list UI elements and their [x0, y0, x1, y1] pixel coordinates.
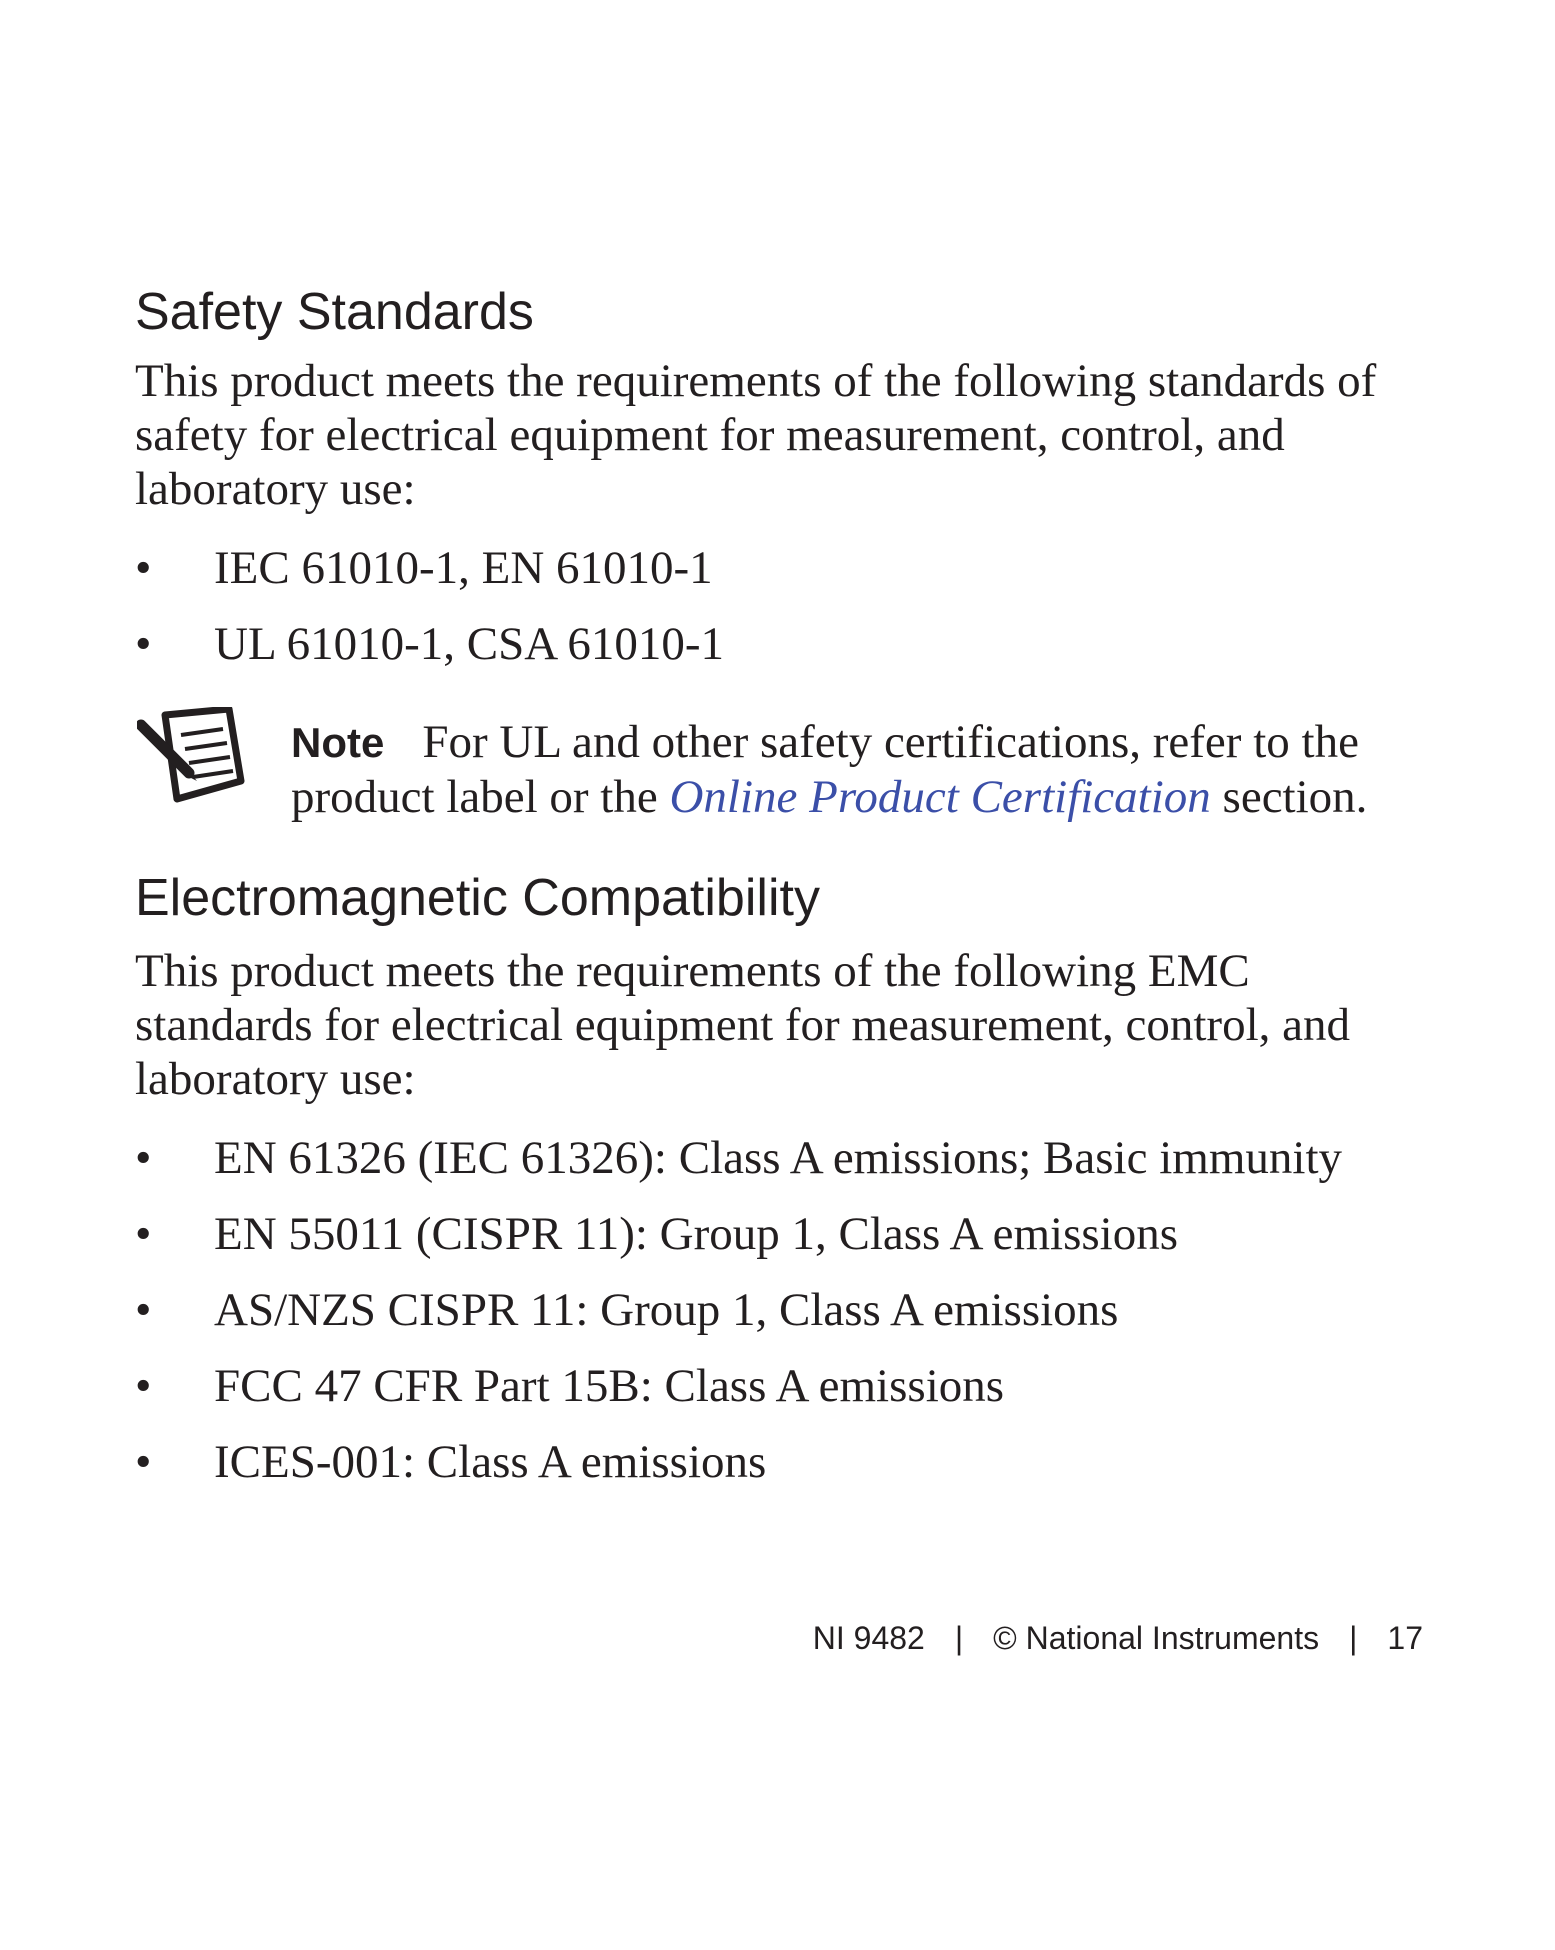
bullet-icon: •: [135, 618, 152, 670]
list-item-text: IEC 61010-1, EN 61010-1: [214, 542, 713, 594]
safety-standards-heading: Safety Standards: [135, 283, 534, 341]
emc-intro: This product meets the requirements of the following EMC standards for electrical equipment for measurement, control, and laboratory use:: [135, 945, 1351, 1105]
list-item-text: UL 61010-1, CSA 61010-1: [214, 618, 725, 670]
list-item: [135, 606, 1475, 682]
note-text-after: section.: [1210, 771, 1368, 823]
bullet-icon: •: [135, 1132, 152, 1184]
footer-copyright: © National Instruments: [993, 1620, 1320, 1656]
note-label: Note: [291, 719, 385, 766]
list-item: [135, 530, 1475, 606]
safety-standards-intro: This product meets the requirements of the following standards of safety for electrical equipment for measurement, control, and laboratory use:: [135, 355, 1377, 515]
online-product-certification-link[interactable]: Online Product Certification: [669, 771, 1211, 823]
bullet-icon: •: [135, 1436, 152, 1488]
list-item-text: EN 55011 (CISPR 11): Group 1, Class A emissions: [214, 1208, 1179, 1260]
list-item: [135, 1348, 1475, 1424]
list-item-text: AS/NZS CISPR 11: Group 1, Class A emissions: [214, 1284, 1119, 1336]
list-item: [135, 1196, 1475, 1272]
note-text: [291, 715, 1451, 824]
list-item: [135, 1120, 1475, 1196]
note-callout: [135, 707, 1465, 837]
safety-standards-list: [135, 530, 1475, 682]
bullet-icon: •: [135, 1360, 152, 1412]
note-text-before: For UL and other safety certifications, refer to the product label or the: [291, 716, 1359, 823]
emc-standards-list: [135, 1120, 1475, 1500]
list-item-text: EN 61326 (IEC 61326): Class A emissions; Basic immunity: [214, 1132, 1342, 1184]
electromagnetic-compatibility-heading: Electromagnetic Compatibility: [135, 869, 820, 927]
list-item: [135, 1272, 1475, 1348]
footer-separator: |: [954, 1620, 964, 1656]
page-footer: [813, 1618, 1423, 1658]
bullet-icon: •: [135, 1284, 152, 1336]
list-item: [135, 1424, 1475, 1500]
bullet-icon: •: [135, 542, 152, 594]
page-number: 17: [1387, 1620, 1423, 1656]
list-item-text: ICES-001: Class A emissions: [214, 1436, 767, 1488]
list-item-text: FCC 47 CFR Part 15B: Class A emissions: [214, 1360, 1005, 1412]
note-pad-pencil-icon: [137, 707, 249, 807]
bullet-icon: •: [135, 1208, 152, 1260]
footer-product: NI 9482: [812, 1620, 925, 1656]
footer-separator: |: [1349, 1620, 1358, 1656]
